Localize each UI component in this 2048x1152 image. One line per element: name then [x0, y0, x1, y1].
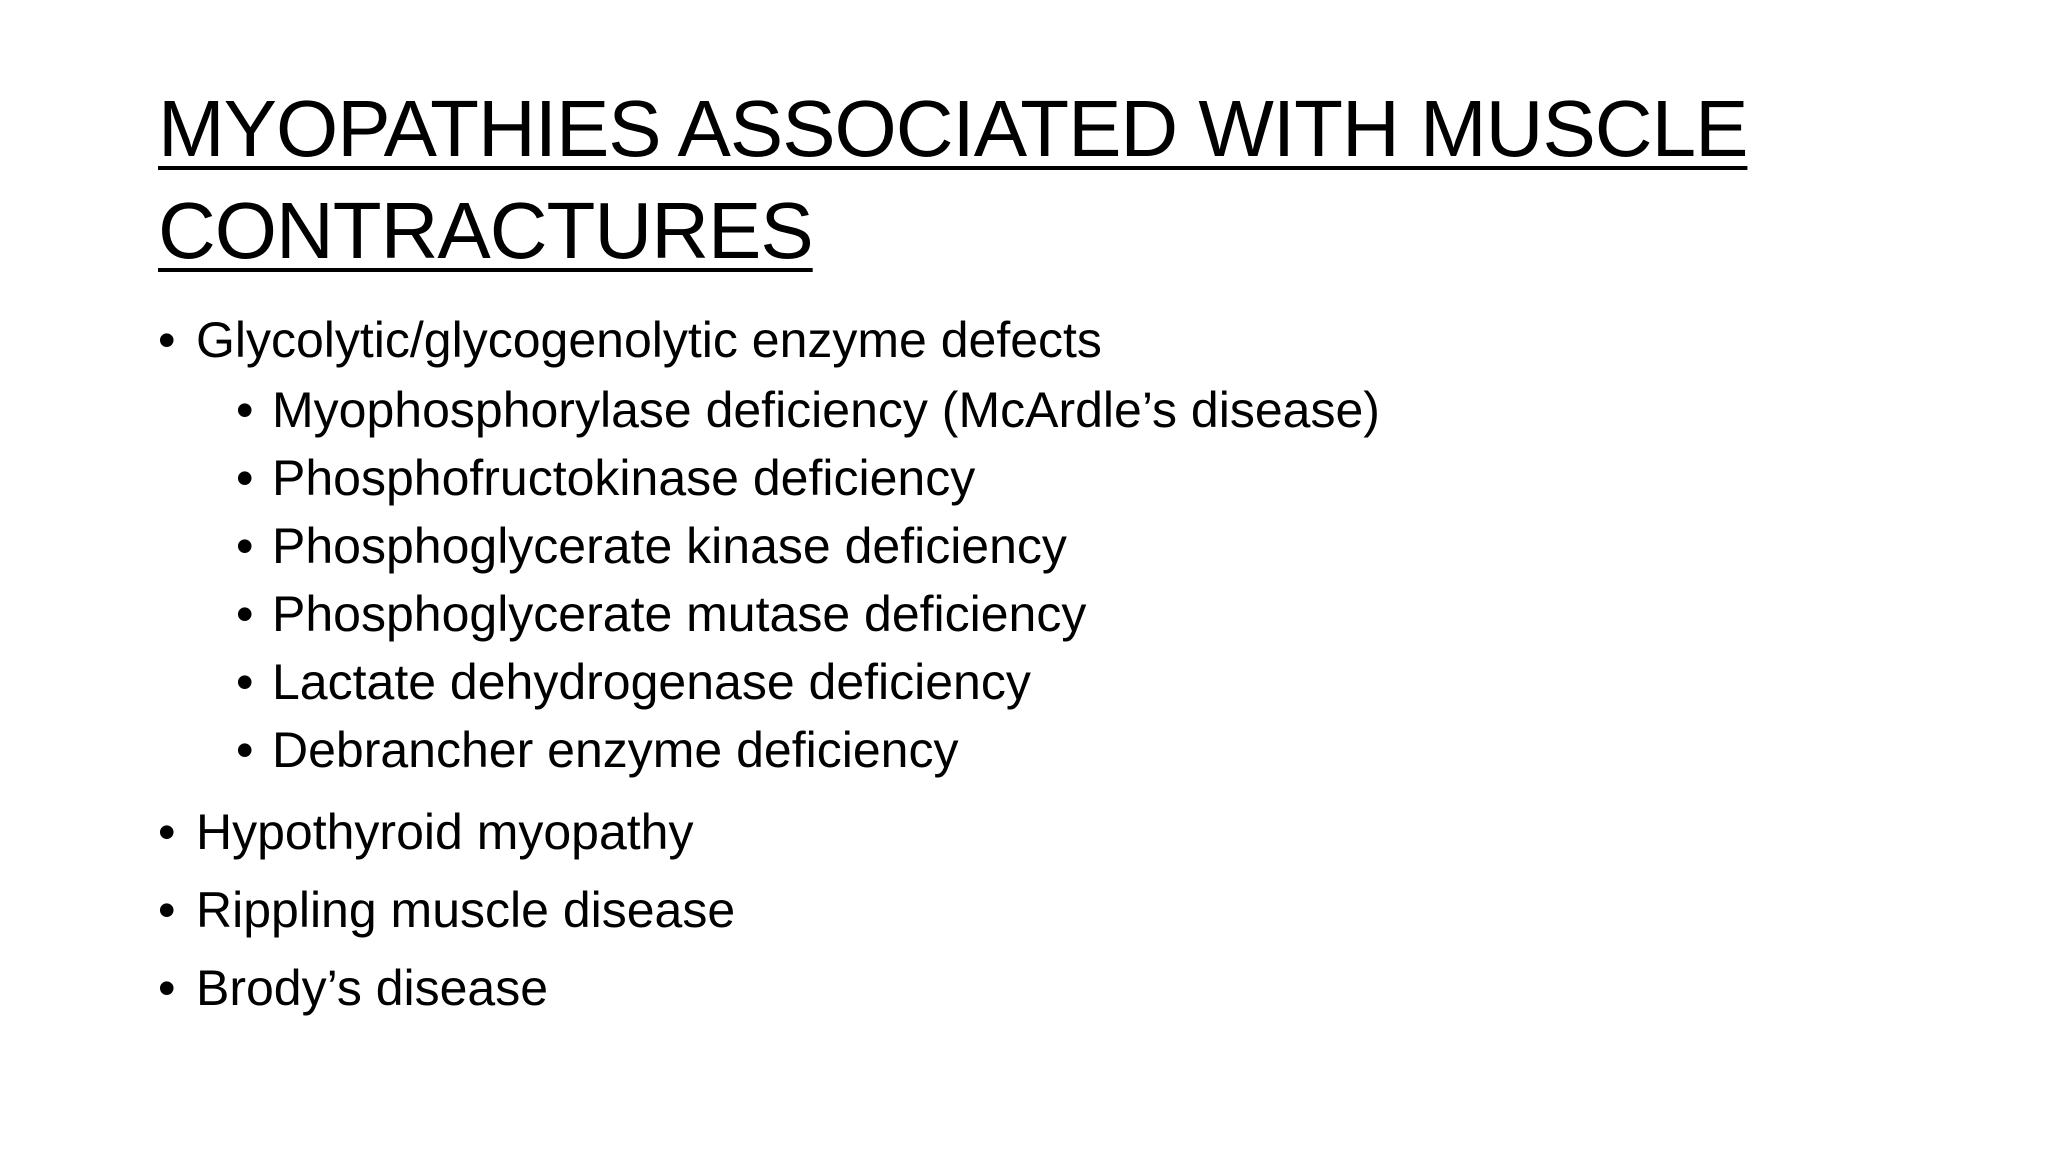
sub-list-item: • Lactate dehydrogenase deficiency: [236, 648, 1858, 716]
list-item: [158, 880, 1858, 940]
list-item: [158, 958, 1858, 1018]
slide-title: MYOPATHIES ASSOCIATED WITH MUSCLE CONTRACTURES: [158, 84, 1748, 275]
sub-list-item: • Phosphoglycerate mutase deficiency: [236, 580, 1858, 648]
bullet-text: Brody’s disease: [196, 960, 549, 1016]
list-item: [158, 802, 1858, 862]
bullet-text: Hypothyroid myopathy: [196, 804, 694, 860]
list-item: [158, 310, 1858, 784]
sub-list-item: • Debrancher enzyme deficiency: [236, 716, 1858, 784]
sub-list-item: • Phosphofructokinase deficiency: [236, 444, 1858, 512]
bullet-text: Glycolytic/glycogenolytic enzyme defects: [196, 312, 1102, 368]
sub-list-item: • Myophosphorylase deficiency (McArdle’s disease): [236, 376, 1858, 444]
bullet-text: Rippling muscle disease: [196, 882, 736, 938]
sub-list-item: • Phosphoglycerate kinase deficiency: [236, 512, 1858, 580]
sub-bullet-list: [236, 376, 1858, 784]
bullet-list: [158, 310, 1858, 1036]
